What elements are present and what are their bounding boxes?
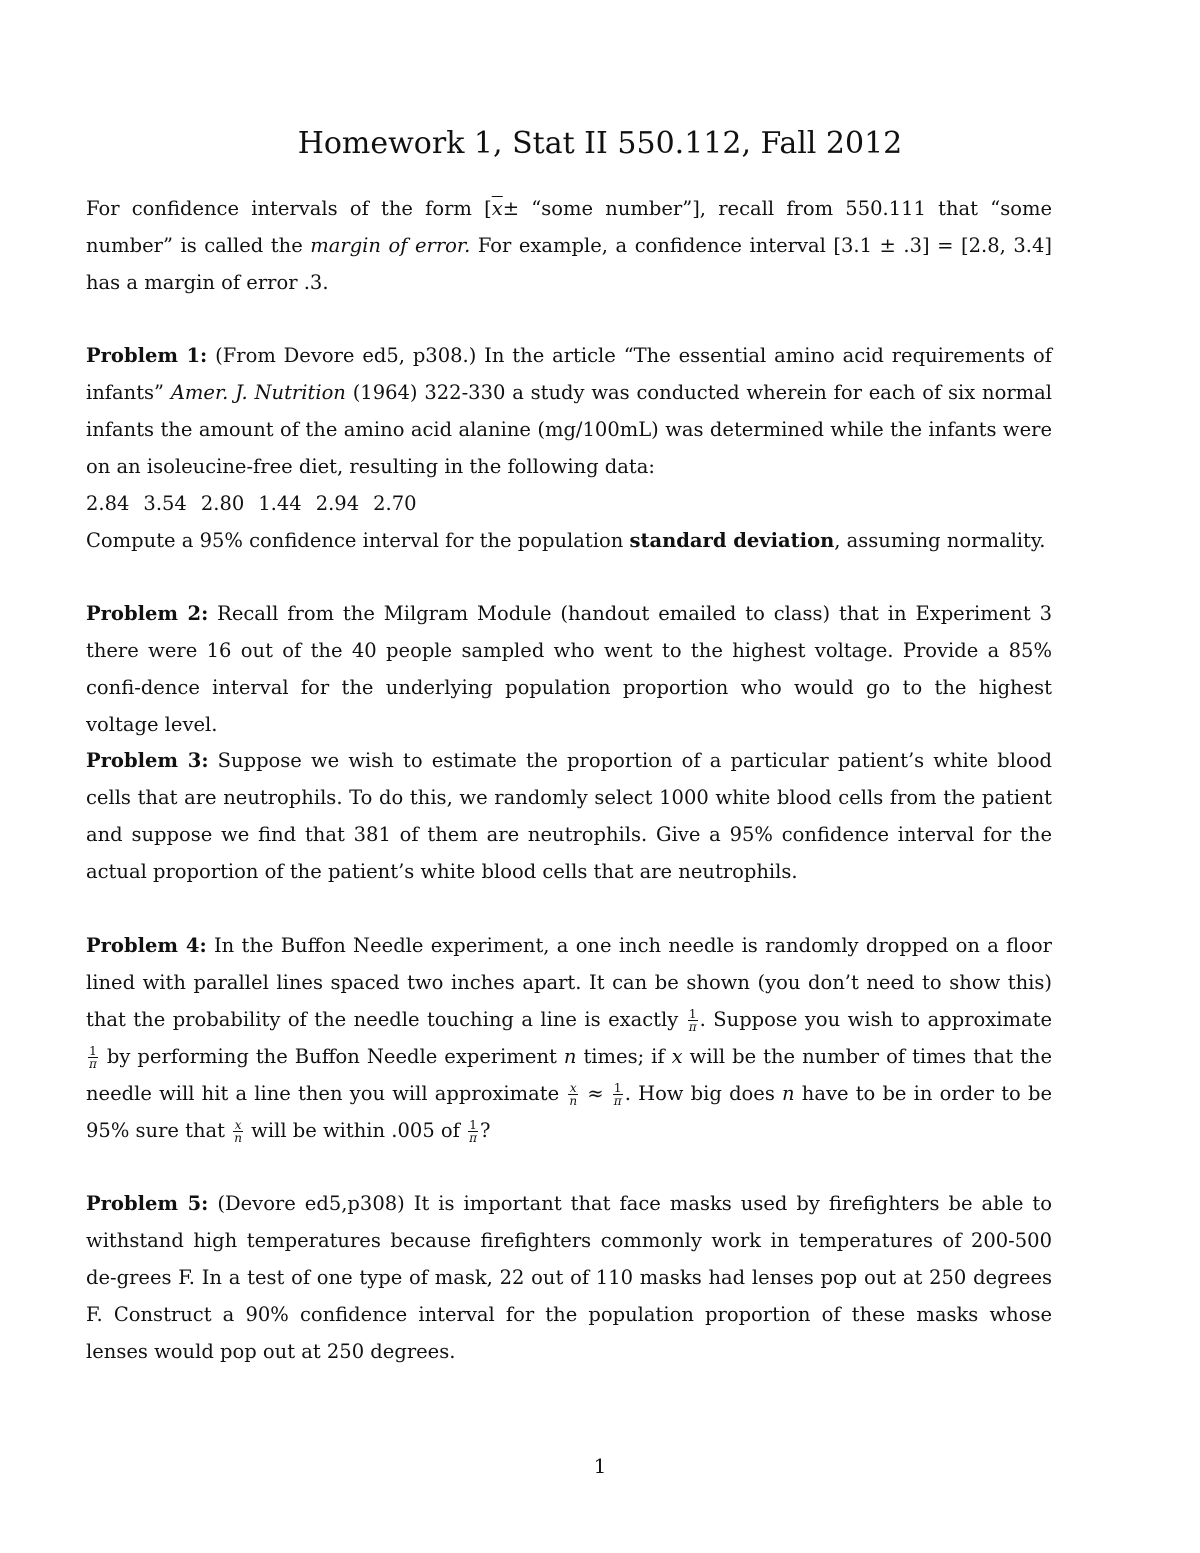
problem-4-heading: Problem 4: [86,934,207,957]
page-number: 1 [593,1454,607,1478]
x-bar-symbol: $\overline{x}$ [491,197,503,220]
data-value: 2.84 [86,492,130,515]
problem-1: Problem 1: (From Devore ed5, p308.) In the article “The essential amino acid requirements of infants” Amer. J. Nutrition (1964) 322-330 a study was conducted wherein for each of six normal infants the amount of the amino acid alanine (mg/100mL) was determined while the infants were on an isoleucine-free diet, resulting in the following data: 2.84 3.54 2.80 1.44 2.94 2.70 Compute a 95% confidence interval for the population standard deviation, assuming normality. [86,344,1053,552]
problem-2-heading: Problem 2: [86,602,209,625]
problem-4: Problem 4: In the Buffon Needle experiment, a one inch needle is randomly dropped on a floor lined with parallel lines spaced two inches apart. It can be shown (you don’t need to show this) that the probability of the needle touching a line is exactly $\frac{1}{\pi}$ . Suppose you wish to approximate $\frac{1}{\pi}$ by performing the Buffon Needle experiment n times; if x will be the number of times that the needle will hit a line then you will approximate $\frac{x}{n}$ ≈ $\frac{1}{\pi}$ . How big does n have to be in order to be 95% sure that $\frac{x}{n}$ will be within .005 of $\frac{1}{\pi}$ ? [86,934,1053,1146]
fraction-one-over-pi: $\frac{1}{\pi}$ [688,1007,697,1035]
fraction-one-over-pi: $\frac{1}{\pi}$ [469,1118,477,1146]
problem-5: Problem 5: (Devore ed5,p308) It is important that face masks used by firefighters be able to withstand high temperatures because firefighters commonly work in temperatures of 200-500 de-grees F. In a test of one type of mask, 22 out of 110 masks had lenses pop out at 250 degrees F. Construct a 90% confidence interval for the population proportion of these masks whose lenses would pop out at 250 degrees. [86,1192,1052,1363]
problem-1-heading: Problem 1: [86,344,208,367]
fraction-x-over-n: $\frac{x}{n}$ [234,1118,242,1146]
problem-2: Problem 2: Recall from the Milgram Module (handout emailed to class) that in Experiment 3 there were 16 out of the 40 people sampled who went to the highest voltage. Provide a 85% confi-dence interval for the underlying population proportion who would go to the highest voltage level. [86,602,1052,736]
data-value: 1.44 [258,492,302,515]
problem-3: Problem 3: Suppose we wish to estimate the proportion of a particular patient’s white blood cells that are neutrophils. To do this, we randomly select 1000 white blood cells from the patient and suppose we find that 381 of them are neutrophils. Give a 95% confidence interval for the actual proportion of the patient’s white blood cells that are neutrophils. [86,749,1052,883]
fraction-x-over-n: $\frac{x}{n}$ [569,1081,578,1109]
data-value: 2.94 [315,492,360,515]
margin-of-error-term: margin of error. [310,234,471,257]
data-value: 2.70 [373,492,417,515]
intro-paragraph: For confidence intervals of the form [$\overline{x}\pm$ “some number”], recall from 550.111 that “some number” is called the margin of error. For example, a confidence interval [3.1 ± .3] = [2.8, 3.4] has a margin of error .3. [86,197,1052,294]
data-values [86,485,1052,522]
fraction-one-over-pi: $\frac{1}{\pi}$ [89,1044,97,1072]
standard-deviation-emphasis: standard deviation [629,529,835,552]
problem-3-heading: Problem 3: [86,749,209,772]
data-value: 2.80 [200,492,245,515]
fraction-one-over-pi: $\frac{1}{\pi}$ [613,1081,622,1109]
data-value: 3.54 [143,492,187,515]
journal-name: Amer. J. Nutrition [170,381,346,404]
document-title: Homework 1, Stat II 550.112, Fall 2012 [297,126,903,161]
problem-5-heading: Problem 5: [86,1192,209,1215]
